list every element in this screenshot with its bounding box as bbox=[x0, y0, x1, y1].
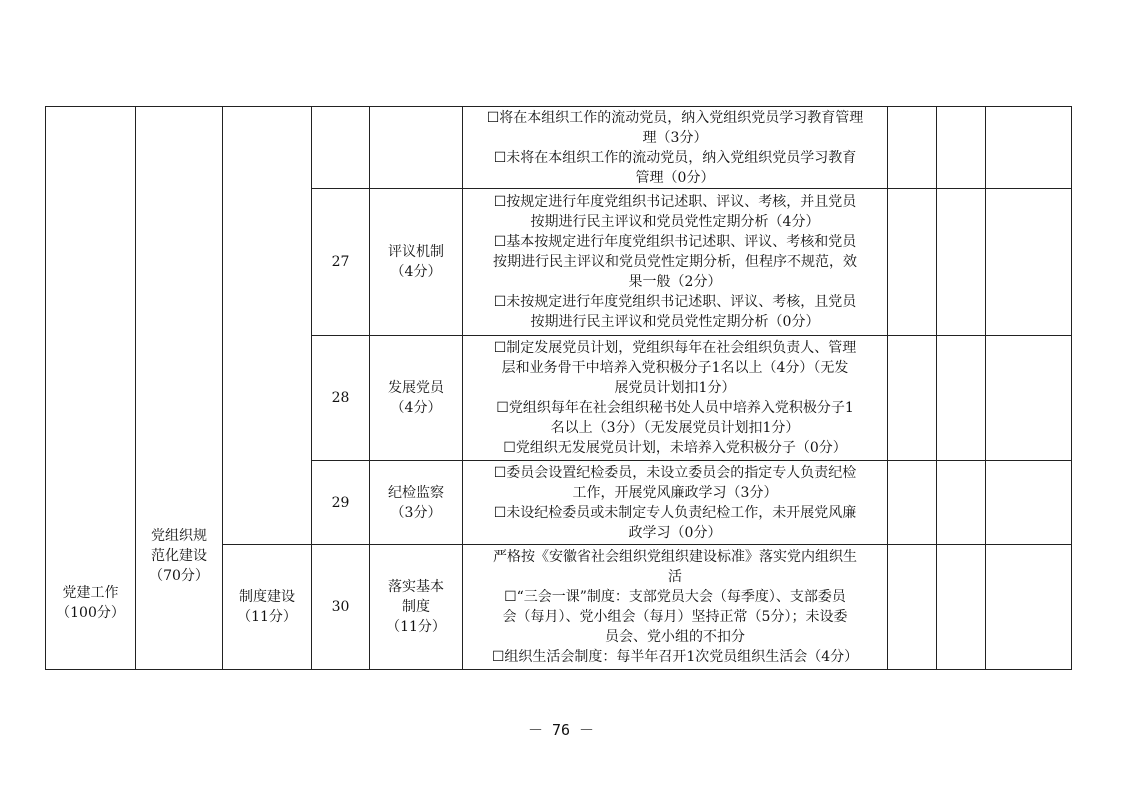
score-cell bbox=[888, 461, 937, 545]
score-cell bbox=[888, 545, 937, 670]
criteria-line: ☐委员会设置纪检委员，未设立委员会的指定专人负责纪检 bbox=[493, 464, 857, 481]
criteria-line: 名以上（3分）（无发展党员计划扣1分） bbox=[550, 420, 800, 436]
item-name-line: 纪检监察 bbox=[388, 484, 444, 501]
criteria-line: 按期进行民主评议和党员党性定期分析（4分） bbox=[530, 214, 820, 230]
category-l3-name: 制度建设 bbox=[239, 589, 295, 605]
score-cell bbox=[937, 545, 986, 670]
category-l1-name: 党建工作 bbox=[62, 585, 119, 601]
criteria-line: 会（每月）、党小组会（每月）坚持正常（5分）；未设委 bbox=[502, 609, 848, 625]
criteria-line: ☐党组织每年在社会组织秘书处人员中培养入党积极分子1 bbox=[496, 400, 854, 416]
score-cell bbox=[937, 107, 986, 189]
category-l2-line: 党组织规 bbox=[151, 528, 207, 544]
table-row bbox=[46, 107, 1072, 189]
item-score-line: （11分） bbox=[386, 619, 446, 635]
row-criteria bbox=[463, 336, 888, 461]
criteria-line: ☐组织生活会制度：每半年召开1次党员组织生活会（4分） bbox=[491, 649, 859, 665]
row-item-name bbox=[370, 107, 463, 189]
criteria-line: ☐未按规定进行年度党组织书记述职、评议、考核，且党员 bbox=[493, 294, 857, 310]
criteria-line: 政学习（0分） bbox=[628, 524, 722, 541]
item-name-line: 评议机制 bbox=[388, 244, 444, 260]
remark-cell bbox=[986, 461, 1072, 545]
row-criteria bbox=[463, 189, 888, 336]
remark-cell bbox=[986, 189, 1072, 336]
item-score-line: （4分） bbox=[390, 400, 442, 416]
row-item-name bbox=[370, 461, 463, 545]
item-score-line: （4分） bbox=[390, 264, 442, 280]
row-number: 30 bbox=[312, 545, 370, 670]
criteria-line: 活 bbox=[668, 569, 682, 585]
row-number: 29 bbox=[312, 461, 370, 545]
evaluation-table bbox=[45, 106, 1072, 670]
row-item-name bbox=[370, 189, 463, 336]
criteria-line: 展党员计划扣1分） bbox=[614, 380, 736, 396]
row-criteria bbox=[463, 107, 888, 189]
category-l3-cell bbox=[223, 545, 312, 670]
criteria-line: 严格按《安徽省社会组织党组织建设标准》落实党内组织生 bbox=[493, 549, 857, 565]
criteria-line: 员会、党小组的不扣分 bbox=[605, 629, 745, 645]
score-cell bbox=[937, 189, 986, 336]
item-name-line: 落实基本 bbox=[388, 579, 444, 595]
criteria-line: 层和业务骨干中培养入党积极分子1名以上（4分）（无发 bbox=[501, 360, 849, 376]
criteria-line: ☐将在本组织工作的流动党员，纳入党组织党员学习教育管理 bbox=[486, 109, 864, 126]
criteria-line: 理（3分） bbox=[642, 129, 708, 146]
criteria-line: ☐基本按规定进行年度党组织书记述职、评议、考核和党员 bbox=[493, 234, 857, 250]
row-item-name bbox=[370, 336, 463, 461]
remark-cell bbox=[986, 545, 1072, 670]
item-score-line: （3分） bbox=[390, 504, 442, 521]
item-name-line: 制度 bbox=[402, 599, 430, 615]
page-number: － 76 － bbox=[527, 721, 595, 739]
score-cell bbox=[888, 189, 937, 336]
score-cell bbox=[937, 461, 986, 545]
category-l1-cell bbox=[46, 107, 136, 670]
criteria-line: ☐党组织无发展党员计划，未培养入党积极分子（0分） bbox=[503, 440, 847, 456]
criteria-line: 按期进行民主评议和党员党性定期分析，但程序不规范，效 bbox=[493, 254, 857, 270]
category-l3-score: （11分） bbox=[237, 609, 297, 625]
criteria-line: 工作，开展党风廉政学习（3分） bbox=[572, 484, 778, 501]
row-criteria bbox=[463, 461, 888, 545]
category-l1-score: （100分） bbox=[56, 605, 125, 621]
row-criteria bbox=[463, 545, 888, 670]
category-l2-cell bbox=[136, 107, 223, 670]
score-cell bbox=[888, 336, 937, 461]
category-l3-cell-empty bbox=[223, 107, 312, 545]
criteria-line: ☐按规定进行年度党组织书记述职、评议、考核，并且党员 bbox=[493, 194, 857, 210]
score-cell bbox=[888, 107, 937, 189]
criteria-line: 管理（0分） bbox=[635, 169, 715, 186]
score-cell bbox=[937, 336, 986, 461]
criteria-line: ☐未设纪检委员或未制定专人负责纪检工作，未开展党风廉 bbox=[493, 504, 857, 521]
row-item-name bbox=[370, 545, 463, 670]
criteria-line: 果一般（2分） bbox=[628, 274, 722, 290]
category-l2-line: 范化建设 bbox=[151, 548, 207, 564]
criteria-line: ☐未将在本组织工作的流动党员，纳入党组织党员学习教育 bbox=[493, 149, 857, 166]
criteria-line: ☐“三会一课”制度：支部党员大会（每季度）、支部委员 bbox=[504, 589, 846, 605]
category-l2-line: （70分） bbox=[149, 568, 209, 584]
item-name-line: 发展党员 bbox=[388, 380, 444, 396]
row-number bbox=[312, 107, 370, 189]
remark-cell bbox=[986, 107, 1072, 189]
row-number: 27 bbox=[312, 189, 370, 336]
row-number: 28 bbox=[312, 336, 370, 461]
criteria-line: ☐制定发展党员计划，党组织每年在社会组织负责人、管理 bbox=[493, 340, 857, 356]
criteria-line: 按期进行民主评议和党员党性定期分析（0分） bbox=[530, 314, 820, 330]
remark-cell bbox=[986, 336, 1072, 461]
